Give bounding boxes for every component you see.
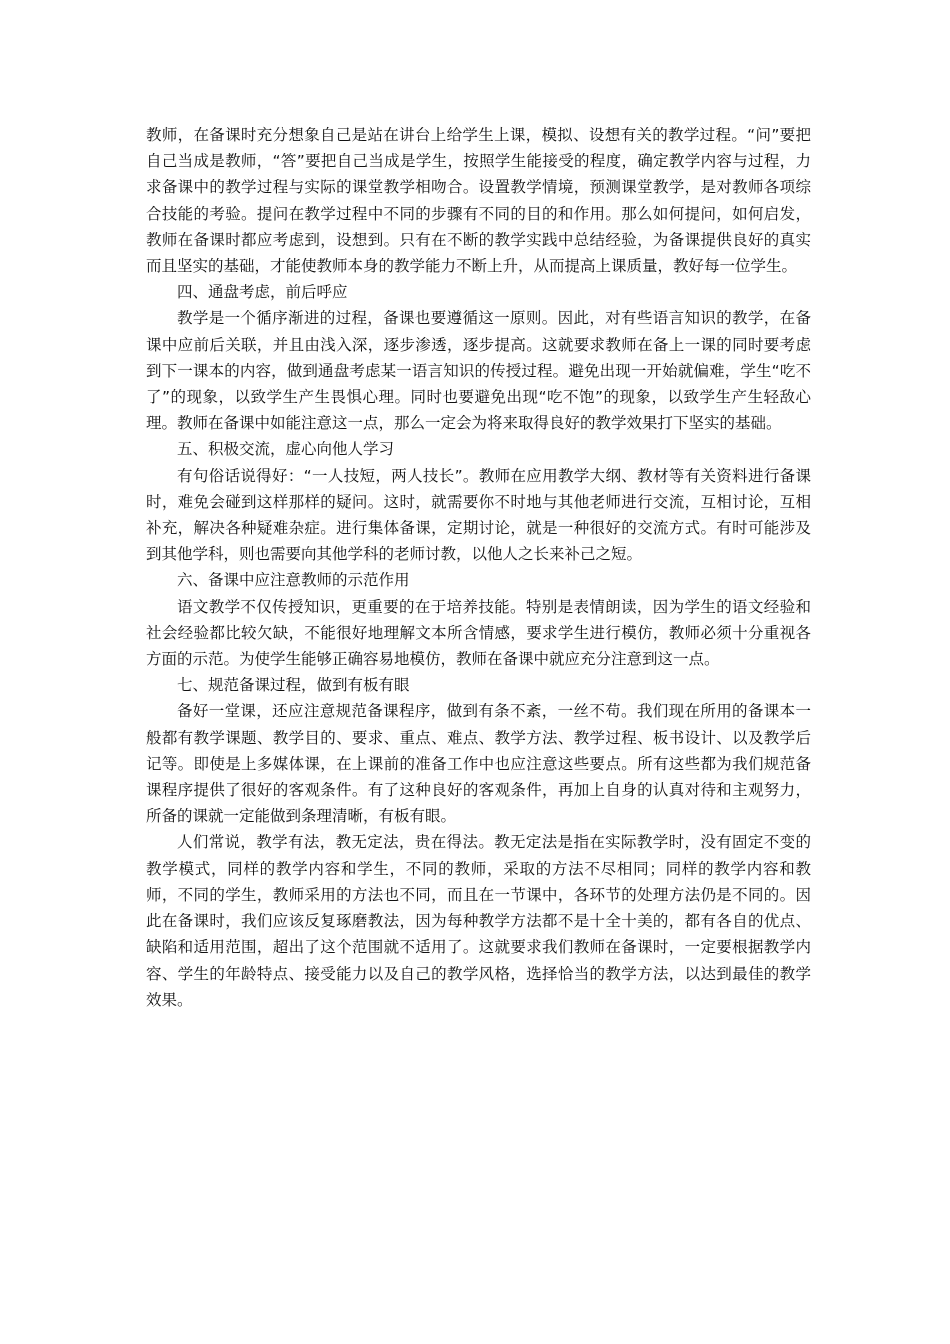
document-page (146, 122, 811, 1013)
paragraph-section-7: 备好一堂课，还应注意规范备课程序，做到有条不紊，一丝不苟。我们现在所用的备课本一般都有教学课题、教学目的、要求、重点、难点、教学方法、教学过程、板书设计、以及教学后记等。即使是上多媒体课，在上课前的准备工作中也应注意这些要点。所有这些都为我们规范备课程序提供了很好的客观条件。有了这种良好的客观条件，再加上自身的认真对待和主观努力，所备的课就一定能做到条理清晰，有板有眼。 (146, 702, 811, 826)
section-heading-5: 五、积极交流，虚心向他人学习 (177, 440, 395, 459)
paragraph-continuation: 教师，在备课时充分想象自己是站在讲台上给学生上课，模拟、设想有关的教学过程。“问”要把自己当成是教师，“答”要把自己当成是学生，按照学生能接受的程度，确定教学内容与过程，力求备课中的教学过程与实际的课堂教学相吻合。设置教学情境，预测课堂教学，是对教师各项综合技能的考验。提问在教学过程中不同的步骤有不同的目的和作用。那么如何提问，如何启发，教师在备课时都应考虑到，设想到。只有在不断的教学实践中总结经验，为备课提供良好的真实而且坚实的基础，才能使教师本身的教学能力不断上升，从而提高上课质量，教好每一位学生。 (146, 126, 811, 276)
paragraph-section-6: 语文教学不仅传授知识，更重要的在于培养技能。特别是表情朗读，因为学生的语文经验和社会经验都比较欠缺，不能很好地理解文本所含情感，要求学生进行模仿，教师必须十分重视各方面的示范。为使学生能够正确容易地模仿，教师在备课中就应充分注意到这一点。 (146, 597, 811, 669)
section-heading-4: 四、通盘考虑，前后呼应 (177, 283, 348, 302)
paragraph-section-4: 教学是一个循序渐进的过程，备课也要遵循这一原则。因此，对有些语言知识的教学，在备课中应前后关联，并且由浅入深，逐步渗透，逐步提高。这就要求教师在备上一课的同时要考虑到下一课本的内容，做到通盘考虑某一语言知识的传授过程。避免出现一开始就偏难，学生“吃不了”的现象，以致学生产生畏惧心理。同时也要避免出现“吃不饱”的现象，以致学生产生轻敌心理。教师在备课中如能注意这一点，那么一定会为将来取得良好的教学效果打下坚实的基础。 (146, 309, 811, 433)
paragraph-section-5: 有句俗话说得好：“一人技短，两人技长”。教师在应用教学大纲、教材等有关资料进行备课时，难免会碰到这样那样的疑问。这时，就需要你不时地与其他老师进行交流，互相讨论，互相补充，解决各种疑难杂症。进行集体备课，定期讨论，就是一种很好的交流方式。有时可能涉及到其他学科，则也需要向其他学科的老师讨教，以他人之长来补己之短。 (146, 466, 811, 564)
paragraph-closing: 人们常说，教学有法，教无定法，贵在得法。教无定法是指在实际教学时，没有固定不变的教学模式，同样的教学内容和学生，不同的教师，采取的方法不尽相同；同样的教学内容和教师，不同的学生，教师采用的方法也不同，而且在一节课中，各环节的处理方法仍是不同的。因此在备课时，我们应该反复琢磨教法，因为每种教学方法都不是十全十美的，都有各自的优点、缺陷和适用范围，超出了这个范围就不适用了。这就要求我们教师在备课时，一定要根据教学内容、学生的年龄特点、接受能力以及自己的教学风格，选择恰当的教学方法，以达到最佳的教学效果。 (146, 833, 811, 1009)
section-heading-6: 六、备课中应注意教师的示范作用 (177, 571, 410, 590)
section-heading-7: 七、规范备课过程，做到有板有眼 (177, 676, 410, 695)
